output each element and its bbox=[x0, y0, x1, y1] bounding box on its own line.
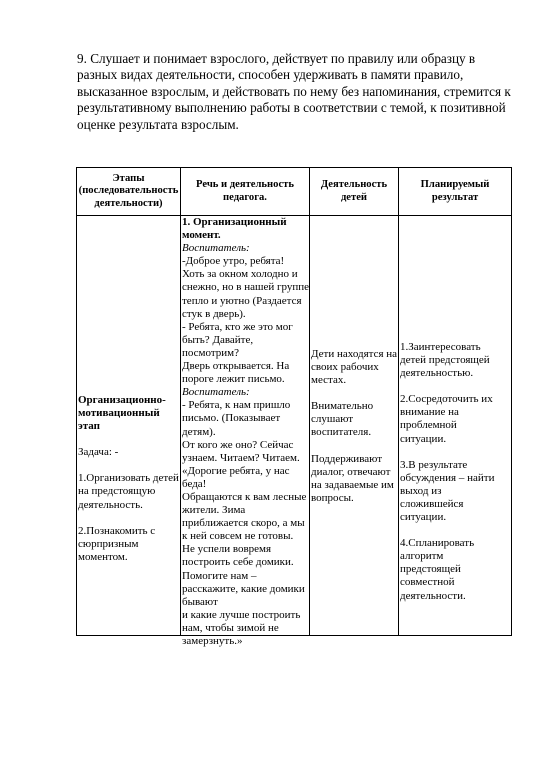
intro-line: высказанное взрослым, и действовать по нему без напоминания, стремится к bbox=[77, 83, 511, 99]
intro-line: оценке результата взрослым. bbox=[77, 116, 239, 132]
role-label: Воспитатель: bbox=[182, 386, 250, 399]
header-teacher: Речь и деятельность педагога. bbox=[181, 168, 310, 216]
header-stages: Этапы (последовательность деятельности) bbox=[77, 168, 181, 216]
header-results: Планируемый результат bbox=[399, 168, 512, 216]
intro-line: разных видах деятельности, способен удерживать в памяти правило, bbox=[77, 67, 464, 83]
stage-content: Организационно- мотивационный этап Задача: - 1.Организовать детей на предстоящую деятельность. 2.Познакомить с сюрпризным моментом. bbox=[78, 394, 179, 563]
intro-line: 9. Слушает и понимает взрослого, действует по правилу или образцу в bbox=[77, 51, 476, 66]
results-cell bbox=[399, 216, 512, 636]
role-label: Воспитатель: bbox=[182, 242, 250, 255]
table-row bbox=[77, 216, 512, 636]
stage-title: Организационно- bbox=[78, 394, 166, 406]
children-activity-2: Внимательно bbox=[311, 400, 374, 413]
header-children: Деятельность детей bbox=[310, 168, 399, 216]
result-4: 4.Спланировать bbox=[400, 537, 475, 550]
teacher-content: 1. Организационный момент. Воспитатель: -Доброе утро, ребята! Хоть за окном холодно и снежно, но в нашей группе тепло и уютно (Раздается стук в дверь). - Ребята, кто же это мог быть? Давайте, посмотрим? Дверь открывается. На пороге лежит письмо. Воспитатель: - Ребята, к нам пришло письмо. (Показывает детям). От кого же оно? Сейчас узнаем. Читаем? Читаем. «Дорогие ребята, у нас беда! Обращаются к вам лесные жители. Зима приближается скоро, а мы к ней совсем не готовы. Не успели вовремя построить себе домики. Помогите нам – расскажите, какие домики бывают и какие лучше построить нам, чтобы зимой не замерзнуть.» bbox=[182, 216, 309, 647]
teacher-cell bbox=[181, 216, 310, 647]
intro-line: результативному выполнению работы в соответствии с темой, к позитивной bbox=[77, 100, 506, 116]
table-header-row bbox=[77, 168, 512, 216]
result-2: 2.Сосредоточить их bbox=[400, 393, 493, 406]
intro-paragraph bbox=[77, 51, 511, 133]
children-activity-1: Дети находятся на bbox=[311, 348, 398, 360]
result-3: 3.В результате bbox=[400, 458, 468, 471]
children-cell bbox=[310, 216, 399, 636]
lesson-plan-table bbox=[76, 167, 512, 647]
result-1: 1.Заинтересовать bbox=[400, 341, 481, 353]
stage-cell bbox=[77, 216, 181, 636]
results-content: 1.Заинтересовать детей предстоящей деятельностью. 2.Сосредоточить их внимание на проблемной ситуации. 3.В результате обсуждения – найти выход из сложившейся ситуации. 4.Спланировать алгоритм предстоящей совместной деятельности. bbox=[400, 341, 510, 603]
children-content: Дети находятся на своих рабочих местах. Внимательно слушают воспитателя. Поддерживают диалог, отвечают на задаваемые им вопросы. bbox=[311, 348, 398, 504]
task-label: Задача: - bbox=[78, 446, 119, 459]
children-activity-3: Поддерживают bbox=[311, 452, 383, 465]
teacher-heading: 1. Организационный bbox=[182, 216, 287, 228]
task-1: 1.Организовать детей bbox=[78, 472, 179, 485]
task-2: 2.Познакомить с bbox=[78, 524, 156, 537]
